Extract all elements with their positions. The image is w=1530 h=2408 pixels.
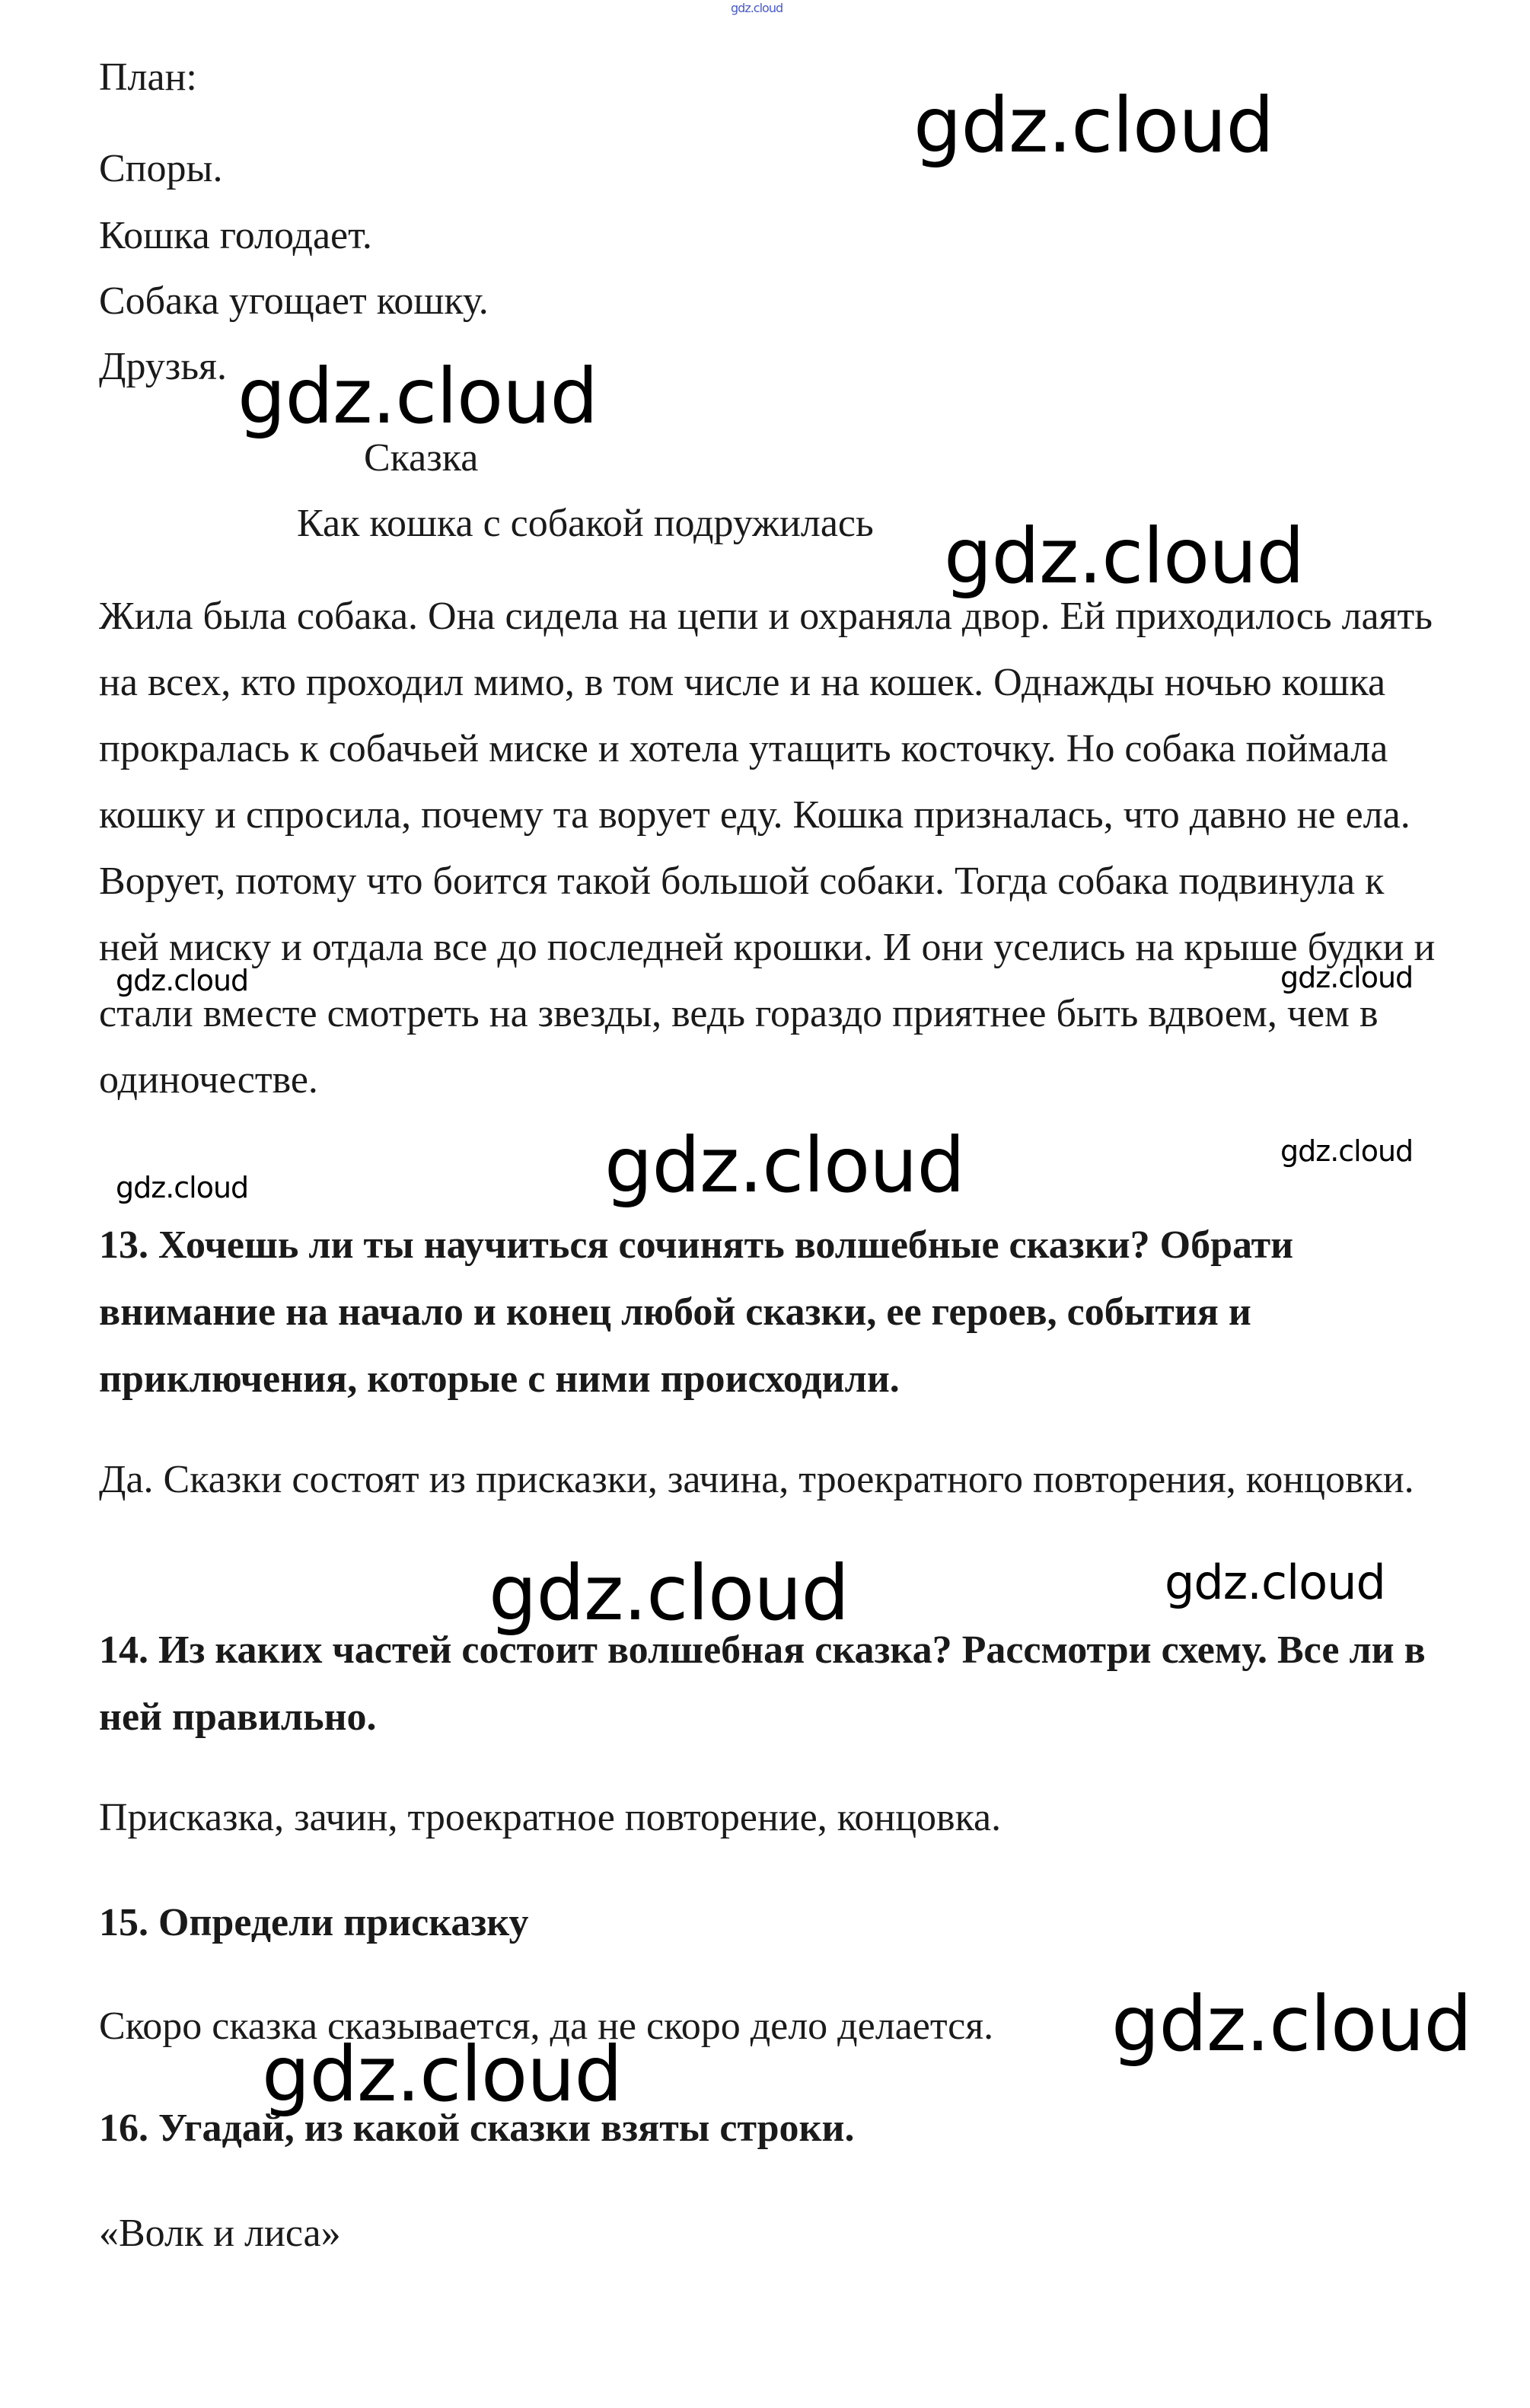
- question-15: 15. Определи присказку: [99, 1901, 529, 1944]
- watermark: gdz.cloud: [913, 81, 1274, 170]
- watermark: gdz.cloud: [116, 1171, 249, 1204]
- answer-13: Да. Сказки состоят из присказки, зачина, троекратного повторения, концовки.: [99, 1458, 1414, 1501]
- question-13: 13. Хочешь ли ты научиться сочинять волшебные сказки? Обрати внимание на начало и конец любой сказки, ее героев, события и приключения, которые с ними происходили.: [99, 1223, 1294, 1401]
- watermark: gdz.cloud: [1165, 1555, 1385, 1610]
- answer-15: Скоро сказка сказывается, да не скоро дело делается.: [99, 2005, 994, 2048]
- watermark: gdz.cloud: [1280, 961, 1414, 994]
- watermark: gdz.cloud: [604, 1121, 965, 1210]
- plan-item-1: Споры.: [99, 147, 223, 190]
- question-14: 14. Из каких частей состоит волшебная сказка? Рассмотри схему. Все ли в ней правильно.: [99, 1628, 1426, 1739]
- watermark-top: gdz.cloud: [731, 1, 783, 15]
- story-genre: Сказка: [364, 436, 479, 480]
- answer-16: «Волк и лиса»: [99, 2212, 341, 2255]
- watermark: gdz.cloud: [1280, 1134, 1414, 1168]
- watermark: gdz.cloud: [1111, 1979, 1472, 2068]
- watermark: gdz.cloud: [262, 2030, 623, 2119]
- watermark: gdz.cloud: [116, 964, 249, 997]
- watermark: gdz.cloud: [489, 1548, 849, 1638]
- answer-14: Присказка, зачин, троекратное повторение, концовка.: [99, 1796, 1002, 1839]
- story-text: Жила была собака. Она сидела на цепи и охраняла двор. Ей приходилось лаять на всех, кто проходил мимо, в том числе и на кошек. Однажды ночью кошка прокралась к собачьей миске и хотела утащить косточку. Но собака поймала кошку и спросила, почему та ворует еду. Кошка призналась, что давно не ела. Ворует, потому что боится такой большой собаки. Тогда собака подвинула к ней миску и отдала все до последней крошки. И они уселись на крыше будки и стали вместе смотреть на звезды, ведь гораздо приятнее быть вдвоем, чем в одиночестве.: [99, 595, 1436, 1102]
- story-title: Как кошка с собакой подружилась: [297, 502, 874, 545]
- plan-item-3: Собака угощает кошку.: [99, 279, 489, 323]
- plan-item-4: Друзья.: [99, 345, 227, 388]
- question-16: 16. Угадай, из какой сказки взяты строки.: [99, 2107, 855, 2150]
- watermark: gdz.cloud: [944, 512, 1305, 601]
- plan-title: План:: [99, 56, 197, 99]
- plan-item-2: Кошка голодает.: [99, 214, 372, 257]
- watermark: gdz.cloud: [237, 352, 598, 441]
